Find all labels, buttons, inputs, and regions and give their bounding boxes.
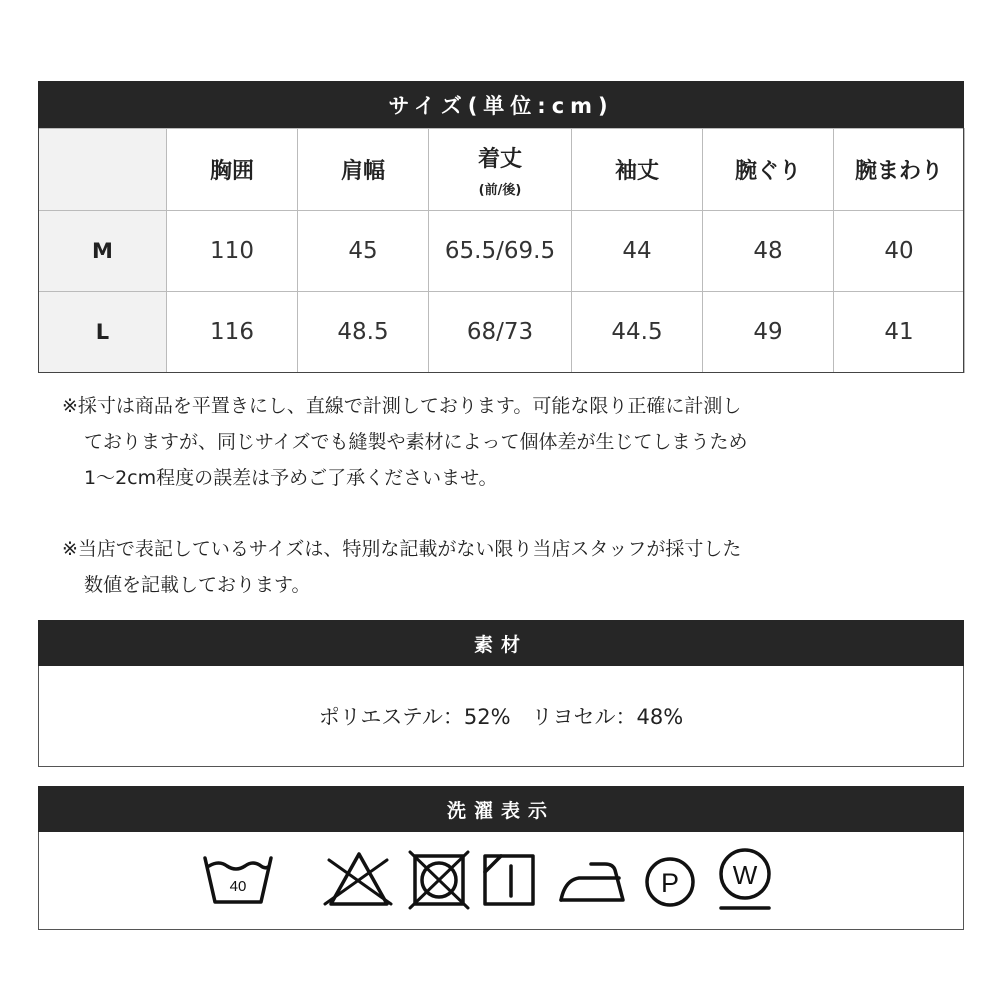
table-cell: 44 <box>572 211 703 292</box>
care-section-title: 洗濯表示 <box>38 786 964 832</box>
note-line: 数値を記載しております。 <box>84 574 311 596</box>
no-tumble-dry-icon <box>410 852 468 908</box>
table-cell: 44.5 <box>572 292 703 373</box>
material-section-title: 素材 <box>38 620 964 666</box>
svg-text:40: 40 <box>229 878 247 895</box>
table-cell: 110 <box>167 211 298 292</box>
table-cell: 68/73 <box>429 292 572 373</box>
wet-clean-w-icon <box>721 850 769 908</box>
svg-text:W: W <box>732 860 758 890</box>
table-cell: 48.5 <box>298 292 429 373</box>
wash-40-icon <box>205 858 271 902</box>
column-header-shoulder: 肩幅 <box>298 129 429 211</box>
drip-dry-shade-icon <box>485 856 533 904</box>
table-cell: 49 <box>703 292 834 373</box>
measurement-note <box>62 388 747 496</box>
row-label-size: L <box>39 292 167 373</box>
table-row <box>39 211 965 292</box>
column-header-arm-circumference: 腕まわり <box>834 129 965 211</box>
svg-text:P: P <box>660 868 680 898</box>
material-box <box>38 666 964 767</box>
note-line: ※当店で表記しているサイズは、特別な記載がない限り当店スタッフが採寸した <box>62 538 742 560</box>
table-cell: 40 <box>834 211 965 292</box>
note-line: ※採寸は商品を平置きにし、直線で計測しております。可能な限り正確に計測し <box>62 395 742 417</box>
size-notation-note <box>62 531 741 603</box>
material-composition: ポリエステル：52% リヨセル：48% <box>318 705 684 729</box>
column-header-length-sub: (前/後) <box>478 182 522 198</box>
column-header-chest: 胸囲 <box>167 129 298 211</box>
table-cell: 116 <box>167 292 298 373</box>
dry-clean-p-icon <box>647 859 693 905</box>
size-table-header-row <box>39 129 965 211</box>
table-cell: 41 <box>834 292 965 373</box>
size-table-corner <box>39 129 167 211</box>
table-cell: 48 <box>703 211 834 292</box>
table-row <box>39 292 965 373</box>
table-cell: 65.5/69.5 <box>429 211 572 292</box>
iron-low-icon <box>561 864 623 900</box>
column-header-sleeve: 袖丈 <box>572 129 703 211</box>
column-header-armhole: 腕ぐり <box>703 129 834 211</box>
no-bleach-icon <box>325 854 391 904</box>
size-section-title: サイズ(単位:cm) <box>38 81 964 128</box>
table-cell: 45 <box>298 211 429 292</box>
column-header-length: 着丈 (前/後) <box>429 129 572 211</box>
note-line: ておりますが、同じサイズでも縫製や素材によって個体差が生じてしまうため <box>84 431 748 453</box>
size-table <box>38 128 965 373</box>
care-icons-row <box>39 832 965 930</box>
care-box <box>38 832 964 930</box>
row-label-size: M <box>39 211 167 292</box>
note-line: 1〜2cm程度の誤差は予めご了承くださいませ。 <box>84 467 498 489</box>
